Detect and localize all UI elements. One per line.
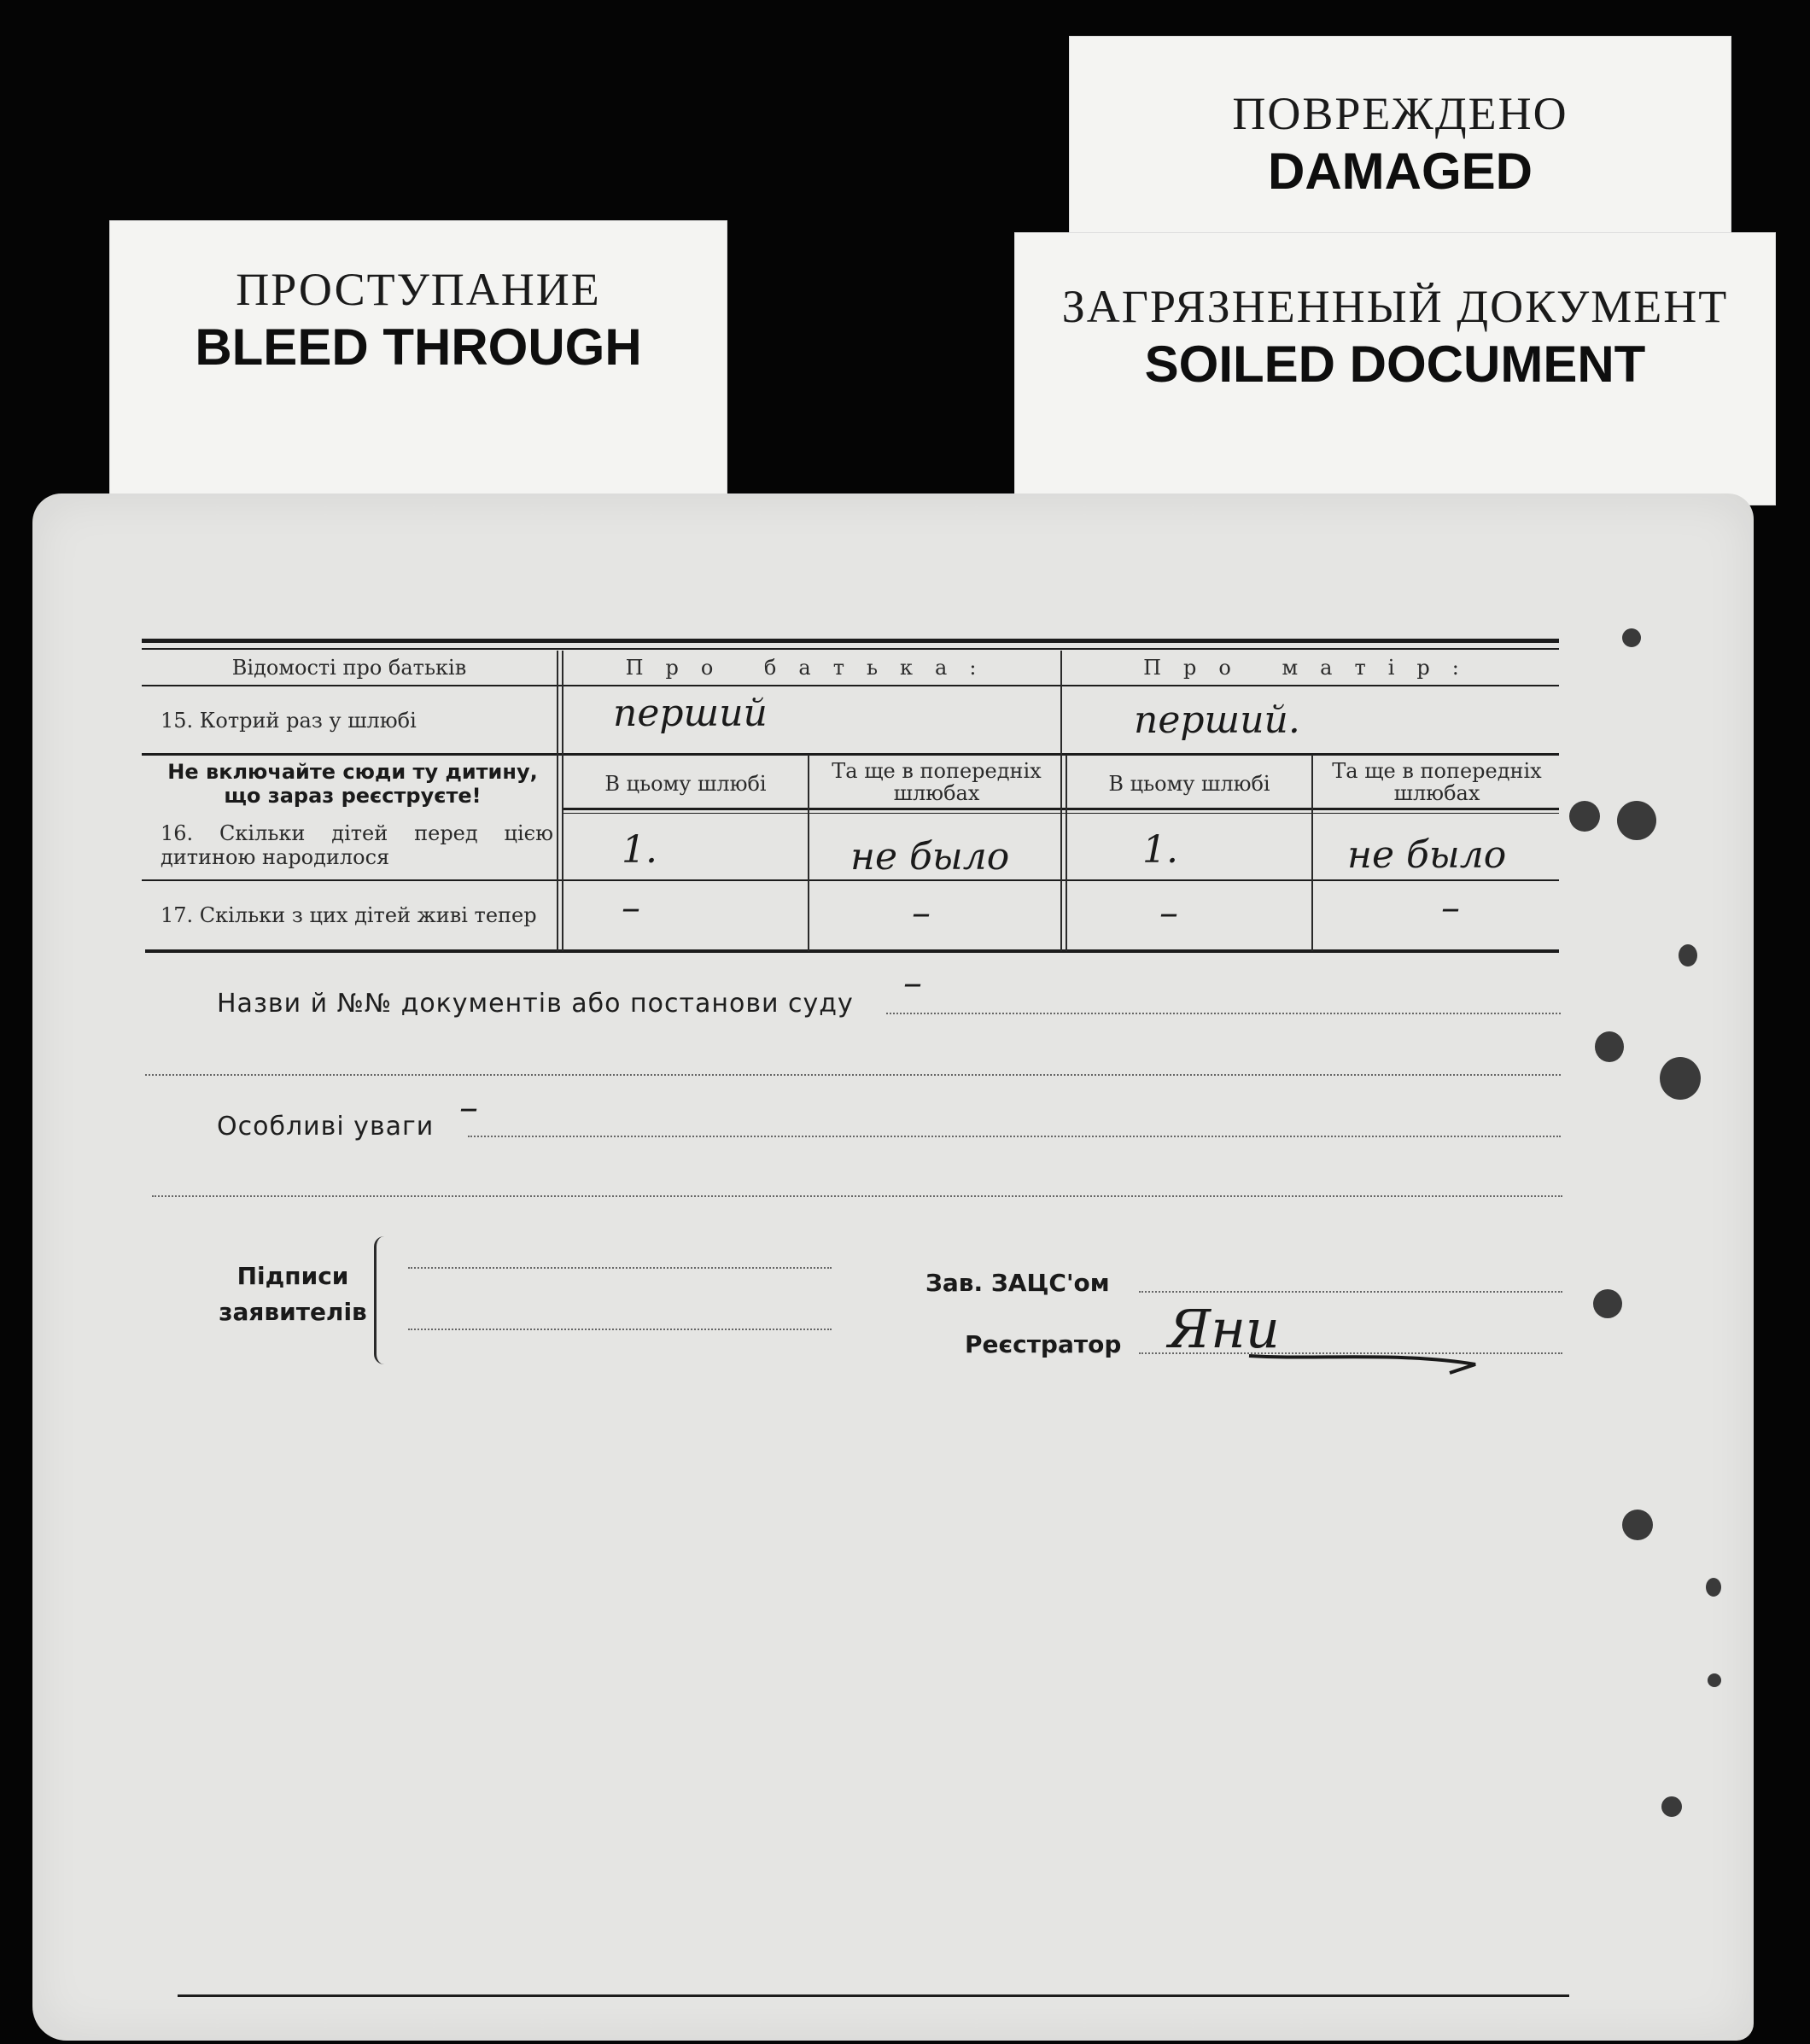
bleed-through-label-ru: ПРОСТУПАНИЕ — [236, 264, 601, 315]
head-of-registry-label: Зав. ЗАЦС'ом — [925, 1269, 1110, 1297]
binding-hole — [1660, 1057, 1701, 1100]
header-row-divider — [142, 685, 1559, 686]
soiled-document-label-ru: ЗАГРЯЗНЕННЫЙ ДОКУМЕНТ — [1061, 281, 1729, 332]
damaged-label — [1069, 36, 1731, 249]
binding-hole — [1622, 1510, 1653, 1540]
documents-dotted-line-2 — [145, 1074, 1561, 1076]
damaged-label-en: DAMAGED — [1268, 143, 1533, 200]
col-divider-2 — [808, 755, 809, 951]
exclusion-note: Не включайте сюди ту дитину, що зараз реєструєте! — [167, 760, 538, 808]
row16-father-this: 1. — [622, 828, 657, 872]
binding-hole — [1595, 1031, 1624, 1062]
applicants-signatures-label-1: Підписи — [236, 1262, 349, 1290]
mother-previous-marriages-header: Та ще в попередніх шлюбах — [1332, 759, 1542, 805]
row17-label: 17. Скільки з цих дітей живі тепер — [161, 903, 537, 927]
applicant-signature-line-2 — [408, 1329, 832, 1330]
binding-hole — [1706, 1578, 1721, 1597]
row17-father-this: – — [622, 886, 640, 930]
documents-dotted-line — [886, 1013, 1561, 1014]
notes-value: – — [459, 1086, 478, 1130]
applicants-signatures-label-2: заявителів — [219, 1298, 367, 1326]
bleed-through-label-en: BLEED THROUGH — [195, 318, 642, 376]
binding-hole — [1617, 801, 1656, 840]
row15-label: 15. Котрий раз у шлюбі — [161, 709, 417, 733]
documents-label: Назви й №№ документів або постанови суду — [217, 989, 854, 1019]
header-father: Про батька: — [625, 656, 999, 680]
row17-mother-this: – — [1159, 891, 1178, 935]
document-sheet — [32, 493, 1754, 2041]
registrar-label: Реєстратор — [965, 1330, 1122, 1358]
row16-label: 16. Скільки дітей перед цією дитиною народилося — [161, 821, 553, 869]
row17-father-prev: – — [912, 891, 931, 935]
col-divider-3b — [1066, 755, 1067, 951]
row16-mother-this: 1. — [1142, 828, 1178, 872]
col-divider-4 — [1311, 755, 1313, 951]
soiled-document-label — [1014, 232, 1776, 505]
header-mother: Про матір: — [1143, 656, 1481, 680]
notes-label: Особливі уваги — [217, 1112, 435, 1142]
col-divider-1 — [557, 651, 558, 951]
row15-mother-value: перший. — [1134, 698, 1300, 742]
notes-dotted-line-2 — [152, 1195, 1562, 1197]
binding-hole — [1679, 944, 1697, 967]
row15-father-value: перший — [613, 692, 768, 735]
damaged-label-ru: ПОВРЕЖДЕНО — [1232, 88, 1568, 139]
row15-divider — [142, 753, 1559, 756]
row17-mother-prev: – — [1441, 886, 1460, 930]
col-divider-3 — [1060, 651, 1062, 951]
row16-divider — [142, 879, 1559, 881]
binding-hole — [1708, 1673, 1721, 1687]
documents-value: – — [903, 961, 922, 1005]
mother-this-marriage-header: В цьому шлюбі — [1108, 772, 1270, 796]
registrar-signature: Яни — [1168, 1298, 1280, 1360]
row16-mother-prev: не было — [1347, 833, 1507, 877]
notes-dotted-line — [468, 1136, 1561, 1137]
table-top-rule-thin — [142, 648, 1559, 650]
registrar-signature-flourish — [1245, 1339, 1492, 1381]
table-bottom-rule — [145, 949, 1559, 953]
binding-hole — [1661, 1796, 1682, 1817]
applicants-brace — [374, 1236, 395, 1364]
table-top-rule — [142, 639, 1559, 643]
binding-hole — [1569, 801, 1600, 832]
soiled-document-label-en: SOILED DOCUMENT — [1144, 336, 1646, 393]
bleed-through-label — [109, 220, 727, 502]
father-previous-marriages-header: Та ще в попередніх шлюбах — [832, 759, 1042, 805]
sheet-bottom-rule — [178, 1994, 1569, 1997]
head-signature-line — [1139, 1291, 1562, 1293]
col-divider-1b — [562, 651, 563, 951]
father-this-marriage-header: В цьому шлюбі — [604, 772, 767, 796]
binding-hole — [1593, 1289, 1622, 1318]
header-parents-info: Відомості про батьків — [231, 656, 467, 680]
applicant-signature-line-1 — [408, 1267, 832, 1269]
row16-father-prev: не было — [850, 835, 1010, 879]
binding-hole — [1622, 628, 1641, 647]
